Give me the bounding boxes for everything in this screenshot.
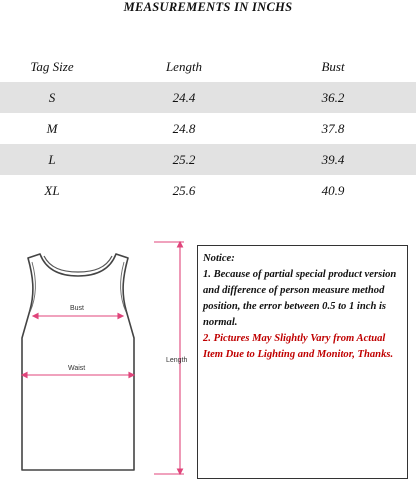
table-row — [0, 113, 416, 144]
header-bust: Bust — [321, 59, 345, 74]
table-row — [0, 175, 416, 206]
size-cell: M — [46, 120, 58, 136]
page-title: MEASUREMENTS IN INCHS — [123, 0, 293, 14]
table-header-row — [0, 52, 416, 82]
size-table — [0, 52, 416, 206]
notice-box — [197, 245, 408, 479]
size-cell: XL — [44, 182, 60, 198]
waist-label: Waist — [68, 365, 86, 372]
tank-top-outline — [22, 254, 134, 470]
header-tag-size: Tag Size — [30, 59, 74, 74]
table-row — [0, 82, 416, 113]
table-row — [0, 144, 416, 175]
bust-cell: 39.4 — [321, 151, 345, 167]
size-cell: S — [48, 89, 56, 105]
length-label: Length — [166, 357, 188, 364]
notice-heading: Notice: — [203, 253, 235, 264]
tank-top-diagram — [0, 236, 200, 481]
length-cell: 25.6 — [172, 182, 196, 198]
notice-item-1: 1. Because of partial special product version and difference of person measure method position, the error between 0.5 to 1 inch is normal. — [203, 269, 397, 328]
bust-cell: 36.2 — [321, 89, 345, 105]
bust-cell: 37.8 — [321, 120, 345, 136]
notice-item-2: 2. Pictures May Slightly Vary from Actual Item Due to Lighting and Monitor, Thanks. — [203, 333, 394, 360]
header-length: Length — [165, 59, 203, 74]
neckline — [44, 256, 112, 272]
length-cell: 25.2 — [172, 151, 196, 167]
bust-label: Bust — [70, 305, 85, 312]
length-cell: 24.8 — [172, 120, 196, 136]
length-cell: 24.4 — [172, 89, 196, 105]
size-cell: L — [48, 151, 56, 167]
bust-cell: 40.9 — [321, 182, 345, 198]
